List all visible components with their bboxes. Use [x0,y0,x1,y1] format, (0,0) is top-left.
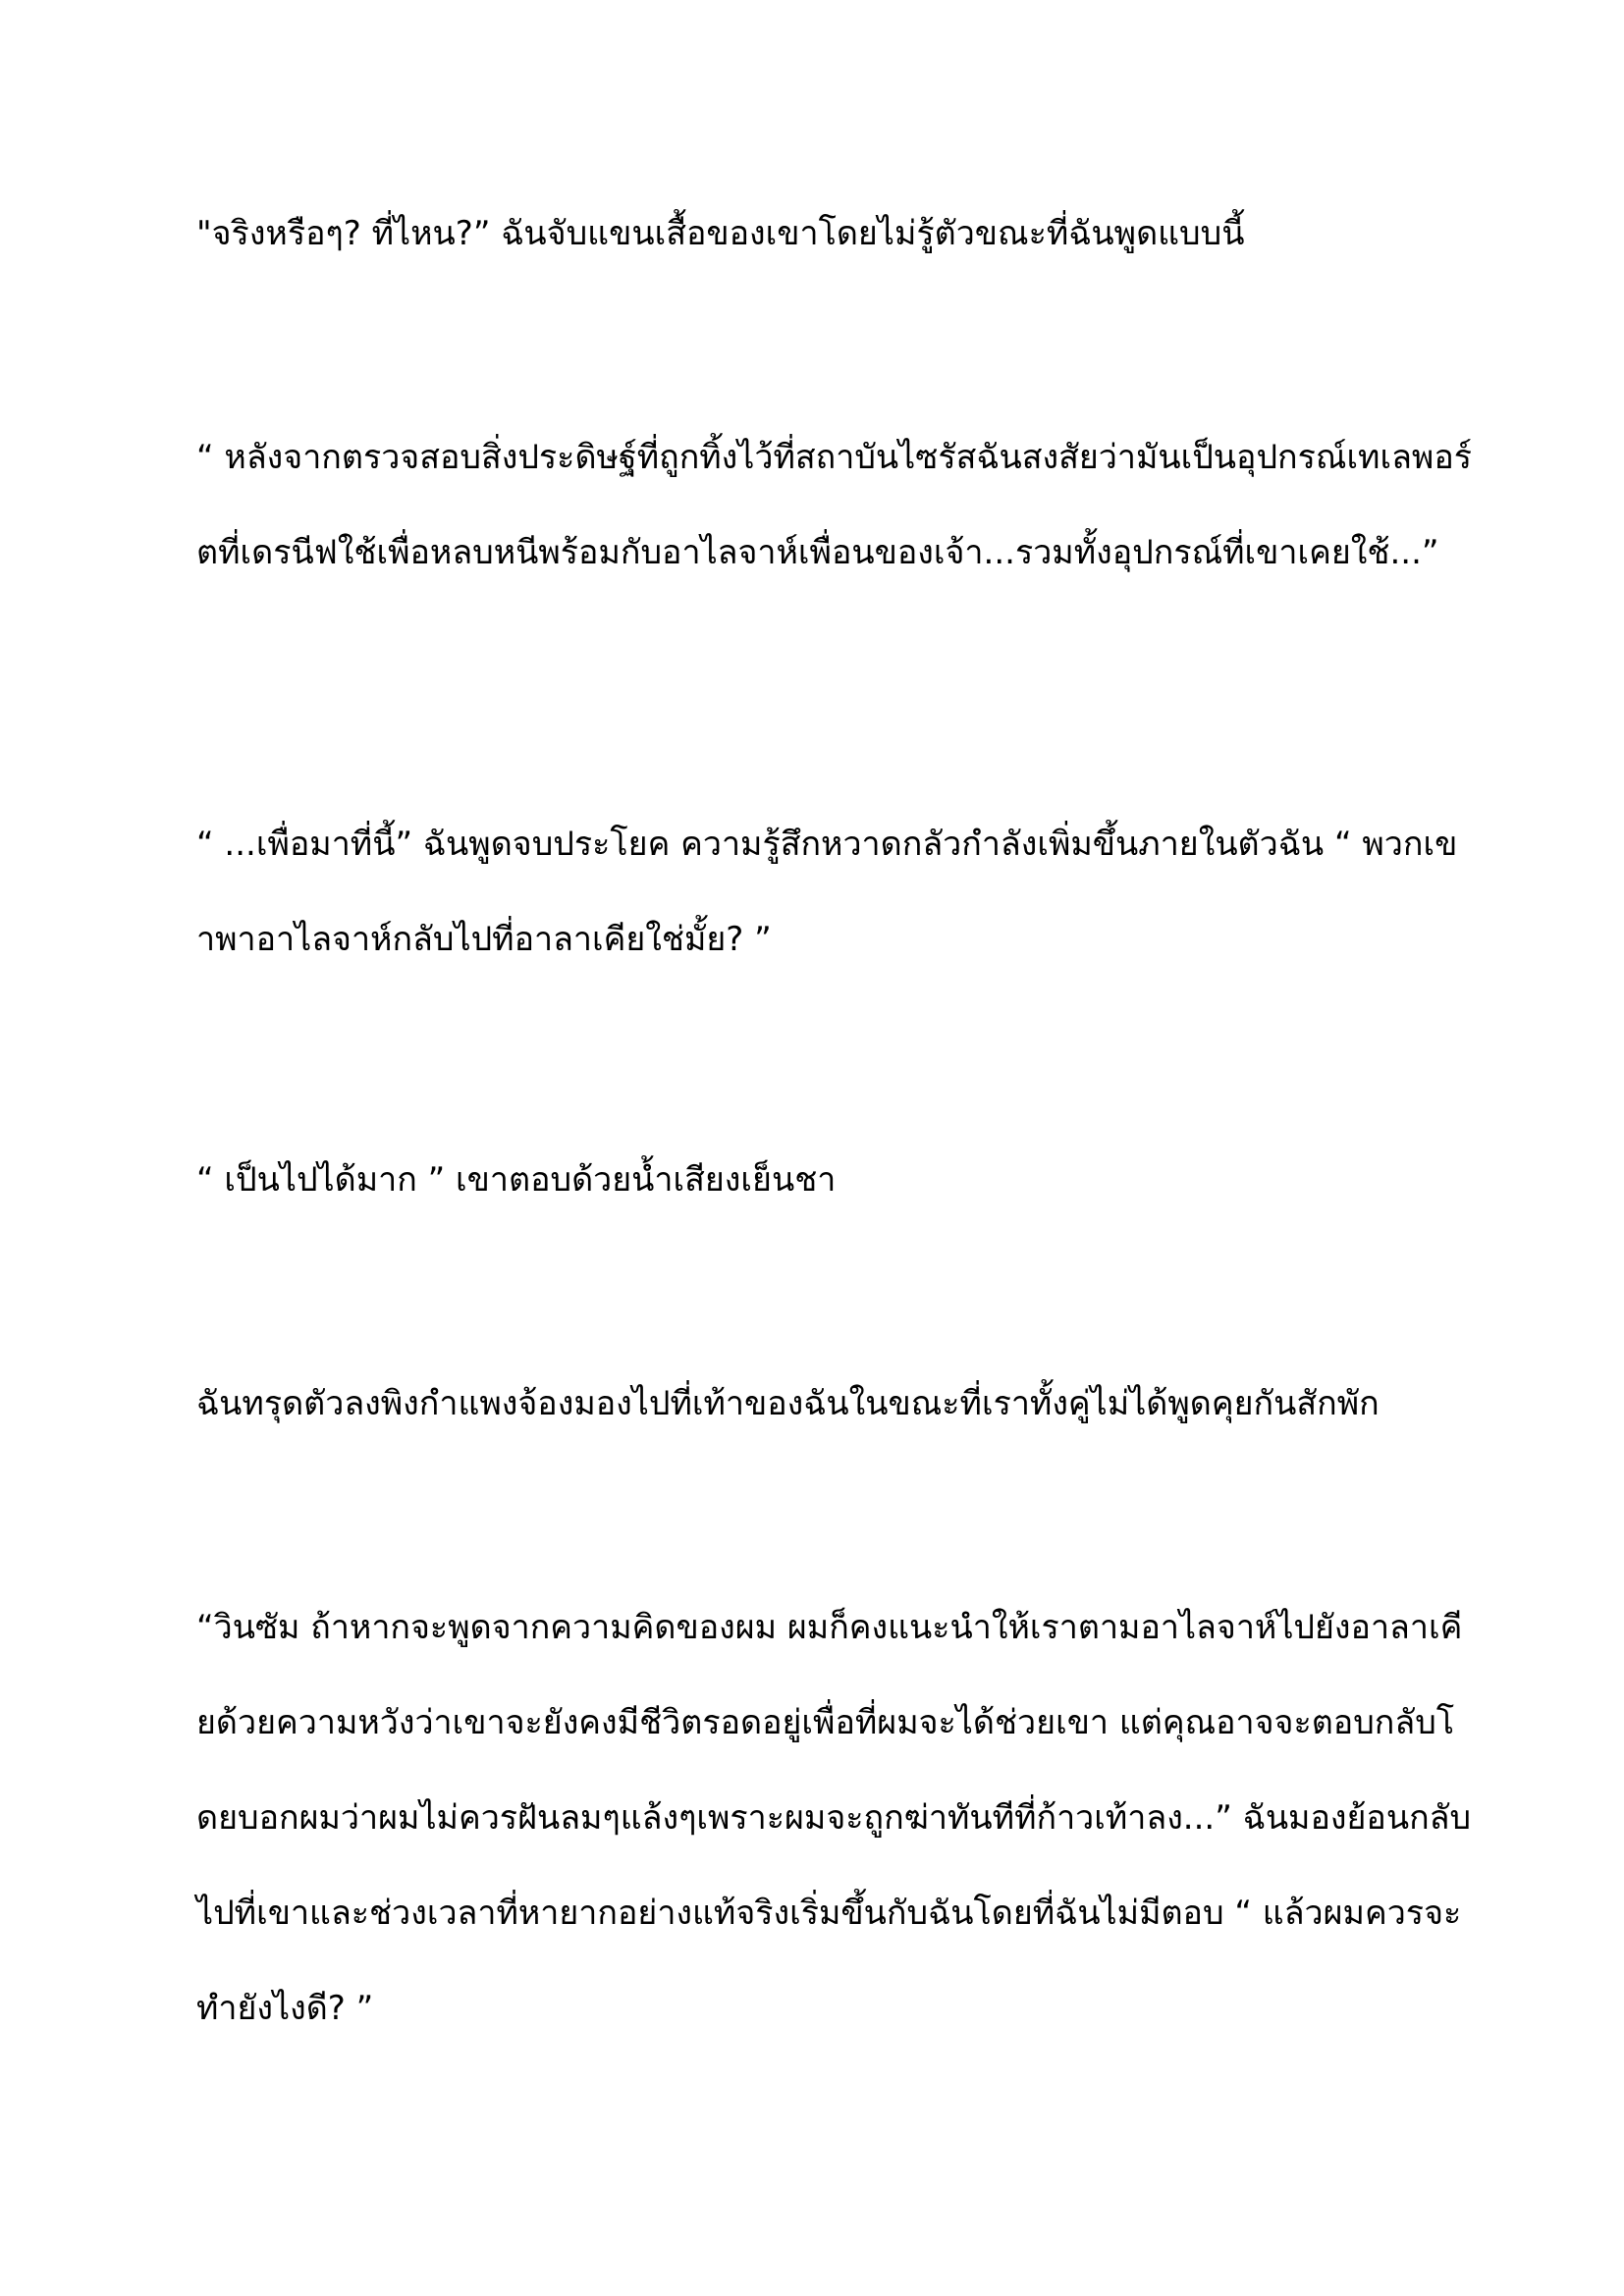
paragraph-2: “ หลังจากตรวจสอบสิ่งประดิษฐ์ที่ถูกทิ้งไว้ที่สถาบันไซรัสฉันสงสัยว่ามันเป็นอุปกรณ์เทเลพอร์ตที่เดรนีฟใช้เพื่อหลบหนีพร้อมกับอาไลจาห์เพื่อนของเจ้า...รวมทั้งอุปกรณ์ที่เขาเคยใช้...” [196,438,1473,572]
paragraph-5: ฉันทรุดตัวลงพิงกำแพงจ้องมองไปที่เท้าของฉันในขณะที่เราทั้งคู่ไม่ได้พูดคุยกันสักพัก [196,1384,1380,1423]
paragraph-4: “ เป็นไปได้มาก ” เขาตอบด้วยน้ำเสียงเย็นชา [196,1160,837,1200]
paragraph-3: “ ...เพื่อมาที่นี้” ฉันพูดจบประโยค ความรู้สึกหวาดกลัวกำลังเพิ่มขึ้นภายในตัวฉัน “ พวกเขาพาอาไลจาห์กลับไปที่อาลาเคียใช่มั้ย? ” [196,825,1458,959]
paragraph-1: "จริงหรือๆ? ที่ไหน?” ฉันจับแขนเสื้อของเขาโดยไม่รู้ตัวขณะที่ฉันพูดแบบนี้ [196,214,1245,253]
paragraph-6: “วินซัม ถ้าหากจะพูดจากความคิดของผม ผมก็คงแนะนำให้เราตามอาไลจาห์ไปยังอาลาเคียด้วยความหวังว่าเขาจะยังคงมีชีวิตรอดอยู่เพื่อที่ผมจะได้ช่วยเขา แต่คุณอาจจะตอบกลับโดยบอกผมว่าผมไม่ควรฝันลมๆแล้งๆเพราะผมจะถูกฆ่าทันทีที่ก้าวเท้าลง...” ฉันมองย้อนกลับไปที่เขาและช่วงเวลาที่หายากอย่างแท้จริงเริ่มขึ้นกับฉันโดยที่ฉันไม่มีตอบ “ แล้วผมควรจะทำยังไงดี? ” [196,1608,1472,2028]
